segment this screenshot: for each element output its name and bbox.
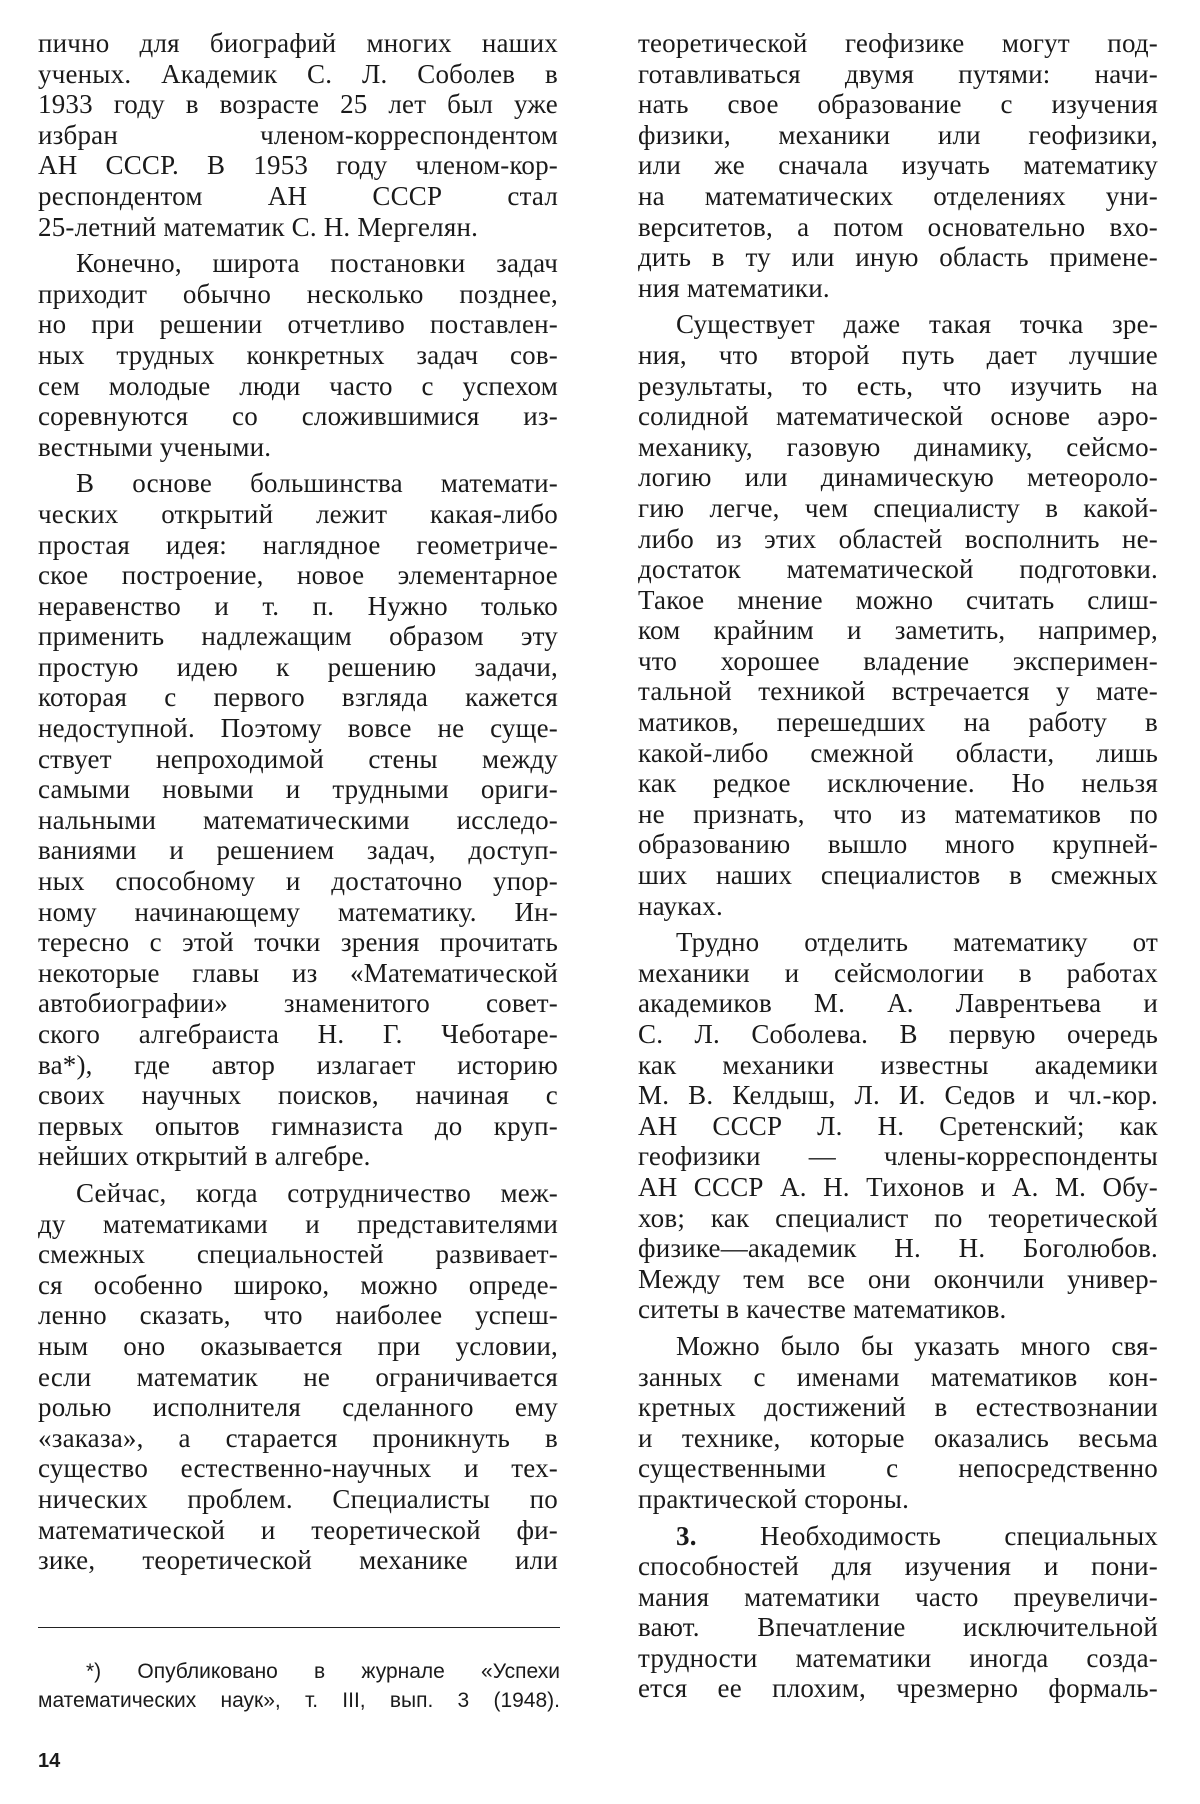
text-line: М. В. Келдыш, Л. И. Седов и чл.-кор. <box>638 1080 1158 1111</box>
text-line: 1933 году в возрасте 25 лет был уже <box>38 89 558 120</box>
right-text-column <box>638 28 1158 1704</box>
text-line: что хорошее владение эксперимен- <box>638 645 1158 676</box>
text-line: соревнуются со сложившимися из- <box>38 401 558 432</box>
text-line: автобиографии» знаменитого совет- <box>38 988 558 1019</box>
text-line: ния, что второй путь дает лучшие <box>638 339 1158 370</box>
text-line: способностей для изучения и пони- <box>638 1551 1158 1582</box>
text-line: ных способному и достаточно упор- <box>38 866 558 897</box>
footnote <box>38 1657 560 1715</box>
text-line: ших наших специалистов в смежных <box>638 860 1158 891</box>
text-line: либо из этих областей восполнить не- <box>638 523 1158 554</box>
text-line: не признать, что из математиков по <box>638 798 1158 829</box>
text-line: науках. <box>638 890 723 921</box>
section-number: 3. <box>676 1520 760 1551</box>
text-line: нических проблем. Специалисты по <box>38 1483 558 1514</box>
left-text-column <box>38 28 558 1576</box>
text-line: АН СССР. В 1953 году членом-кор- <box>38 150 558 181</box>
text-line: теоретической геофизике могут под- <box>638 28 1158 58</box>
text-line: занных с именами математиков кон- <box>638 1361 1158 1392</box>
text-line: своих научных поисков, начиная с <box>38 1080 558 1111</box>
text-line: на математических отделениях уни- <box>638 180 1158 211</box>
text-line: ролью исполнителя сделанного ему <box>38 1392 558 1423</box>
text-line: ва*), где автор излагает историю <box>38 1049 558 1080</box>
text-line: некоторые главы из «Математической <box>38 957 558 988</box>
text-line: физике—академик Н. Н. Боголюбов. <box>638 1233 1158 1264</box>
text-line: механику, газовую динамику, сейсмо- <box>638 431 1158 462</box>
text-line: зике, теоретической механике или <box>38 1545 558 1576</box>
text-line: геофизики — члены-корреспонденты <box>638 1141 1158 1172</box>
text-line: кретных достижений в естествознании <box>638 1392 1158 1423</box>
text-line: Можно было бы указать много свя- <box>676 1330 1158 1361</box>
text-line: ленно сказать, что наиболее успеш- <box>38 1300 558 1331</box>
text-line: физики, механики или геофизики, <box>638 119 1158 150</box>
text-line: простая идея: наглядное геометриче- <box>38 529 558 560</box>
text-line: если математик не ограничивается <box>38 1361 558 1392</box>
text-line: практической стороны. <box>638 1483 910 1514</box>
text-line: тальной техникой встречается у мате- <box>638 676 1158 707</box>
text-line: верситетов, а потом основательно вхо- <box>638 211 1158 242</box>
text-line: ситеты в качестве математиков. <box>638 1294 1007 1325</box>
text-line: нейших открытий в алгебре. <box>38 1141 371 1172</box>
text-line: нальными математическими исследо- <box>38 804 558 835</box>
text-line: вестными учеными. <box>38 431 272 462</box>
text-line: гию легче, чем специалисту в какой- <box>638 492 1158 523</box>
text-line: логию или динамическую метеороло- <box>638 462 1158 493</box>
text-line: АН СССР А. Н. Тихонов и А. М. Обу- <box>638 1171 1158 1202</box>
text-line: и технике, которые оказались весьма <box>638 1422 1158 1453</box>
text-line: трудности математики иногда созда- <box>638 1642 1158 1673</box>
text-line: как механики известны академики <box>638 1049 1158 1080</box>
text-line: С. Л. Соболева. В первую очередь <box>638 1019 1158 1049</box>
text-line: Такое мнение можно считать слиш- <box>638 584 1158 615</box>
text-line: ду математиками и представителями <box>38 1208 558 1239</box>
footnote-divider <box>38 1627 560 1628</box>
text-line: существенными с непосредственно <box>638 1453 1158 1484</box>
text-line: Конечно, широта постановки задач <box>76 248 558 279</box>
text-line: Между тем все они окончили универ- <box>638 1263 1158 1294</box>
text-line: хов; как специалист по теоретической <box>638 1202 1158 1233</box>
text-line: дить в ту или иную область примене- <box>638 242 1158 273</box>
text-line: нать свое образование с изучения <box>638 89 1158 120</box>
text-line: избран членом-корреспондентом <box>38 119 558 150</box>
text-line: ское построение, новое элементарное <box>38 560 558 591</box>
text-line: механики и сейсмологии в работах <box>638 957 1158 988</box>
text-line: ученых. Академик С. Л. Соболев в <box>38 58 558 89</box>
text-line: первых опытов гимназиста до круп- <box>38 1110 558 1141</box>
text-line: ком крайним и заметить, например, <box>638 615 1158 646</box>
text-line: как редкое исключение. Но нельзя <box>638 768 1158 799</box>
text-line: результаты, то есть, что изучить на <box>638 370 1158 401</box>
text-line: образованию вышло много крупней- <box>638 829 1158 860</box>
text-line: вают. Впечатление исключительной <box>638 1612 1158 1643</box>
text-line: смежных специальностей развивает- <box>38 1239 558 1270</box>
text-line: ваниями и решением задач, доступ- <box>38 835 558 866</box>
text-line: ния математики. <box>638 272 830 303</box>
text-line: ным оно оказывается при условии, <box>38 1330 558 1361</box>
text-line: «заказа», а старается проникнуть в <box>38 1422 558 1453</box>
text-line: Сейчас, когда сотрудничество меж- <box>76 1177 558 1208</box>
text-line: солидной математической основе аэро- <box>638 401 1158 432</box>
text-line: Трудно отделить математику от <box>676 927 1158 958</box>
text-line: ному начинающему математику. Ин- <box>38 896 558 927</box>
text-line: ных трудных конкретных задач сов- <box>38 339 558 370</box>
text-line: существо естественно-научных и тех- <box>38 1453 558 1484</box>
text-line: тересно с этой точки зрения прочитать <box>38 927 558 958</box>
text-line: Существует даже такая точка зре- <box>676 309 1158 340</box>
text-line: АН СССР Л. Н. Сретенский; как <box>638 1110 1158 1141</box>
text-line: респондентом АН СССР стал <box>38 180 558 211</box>
page-number: 14 <box>38 1750 61 1772</box>
text-line: академиков М. А. Лаврентьева и <box>638 988 1158 1019</box>
text-line: неравенство и т. п. Нужно только <box>38 590 558 621</box>
text-line: простую идею к решению задачи, <box>38 651 558 682</box>
text-line: матиков, перешедших на работу в <box>638 707 1158 738</box>
text-line: которая с первого взгляда кажется <box>38 682 558 713</box>
text-line: ся особенно широко, можно опреде- <box>38 1269 558 1300</box>
text-line: или же сначала изучать математику <box>638 150 1158 181</box>
text-line: недоступной. Поэтому вовсе не суще- <box>38 713 558 744</box>
text-line: 25-летний математик С. Н. Мергелян. <box>38 211 479 242</box>
text-line: ского алгебраиста Н. Г. Чеботаре- <box>38 1019 558 1049</box>
text-line: математической и теоретической фи- <box>38 1514 558 1545</box>
text-line: сем молодые люди часто с успехом <box>38 370 558 401</box>
text-line: В основе большинства математи- <box>76 468 558 499</box>
text-line: готавливаться двумя путями: начи- <box>638 58 1158 89</box>
text-line: ется ее плохим, чрезмерно формаль- <box>638 1673 1158 1704</box>
text-line: ствует непроходимой стены между <box>38 743 558 774</box>
text-line: 3. Необходимость специальных <box>676 1520 1158 1551</box>
text-line: приходит обычно несколько позднее, <box>38 278 558 309</box>
footnote-line: *) Опубликовано в журнале «Успехи <box>86 1660 560 1683</box>
text-line: ческих открытий лежит какая-либо <box>38 498 558 529</box>
footnote-line: математических наук», т. III, вып. 3 (1948). <box>38 1689 560 1712</box>
text-line: но при решении отчетливо поставлен- <box>38 309 558 340</box>
text-line: какой-либо смежной области, лишь <box>638 737 1158 768</box>
text-line: достаток математической подготовки. <box>638 554 1158 585</box>
text-line: применить надлежащим образом эту <box>38 621 558 652</box>
text-line: мания математики часто преувеличи- <box>638 1581 1158 1612</box>
text-line: пично для биографий многих наших <box>38 28 558 58</box>
text-line: самыми новыми и трудными ориги- <box>38 774 558 805</box>
